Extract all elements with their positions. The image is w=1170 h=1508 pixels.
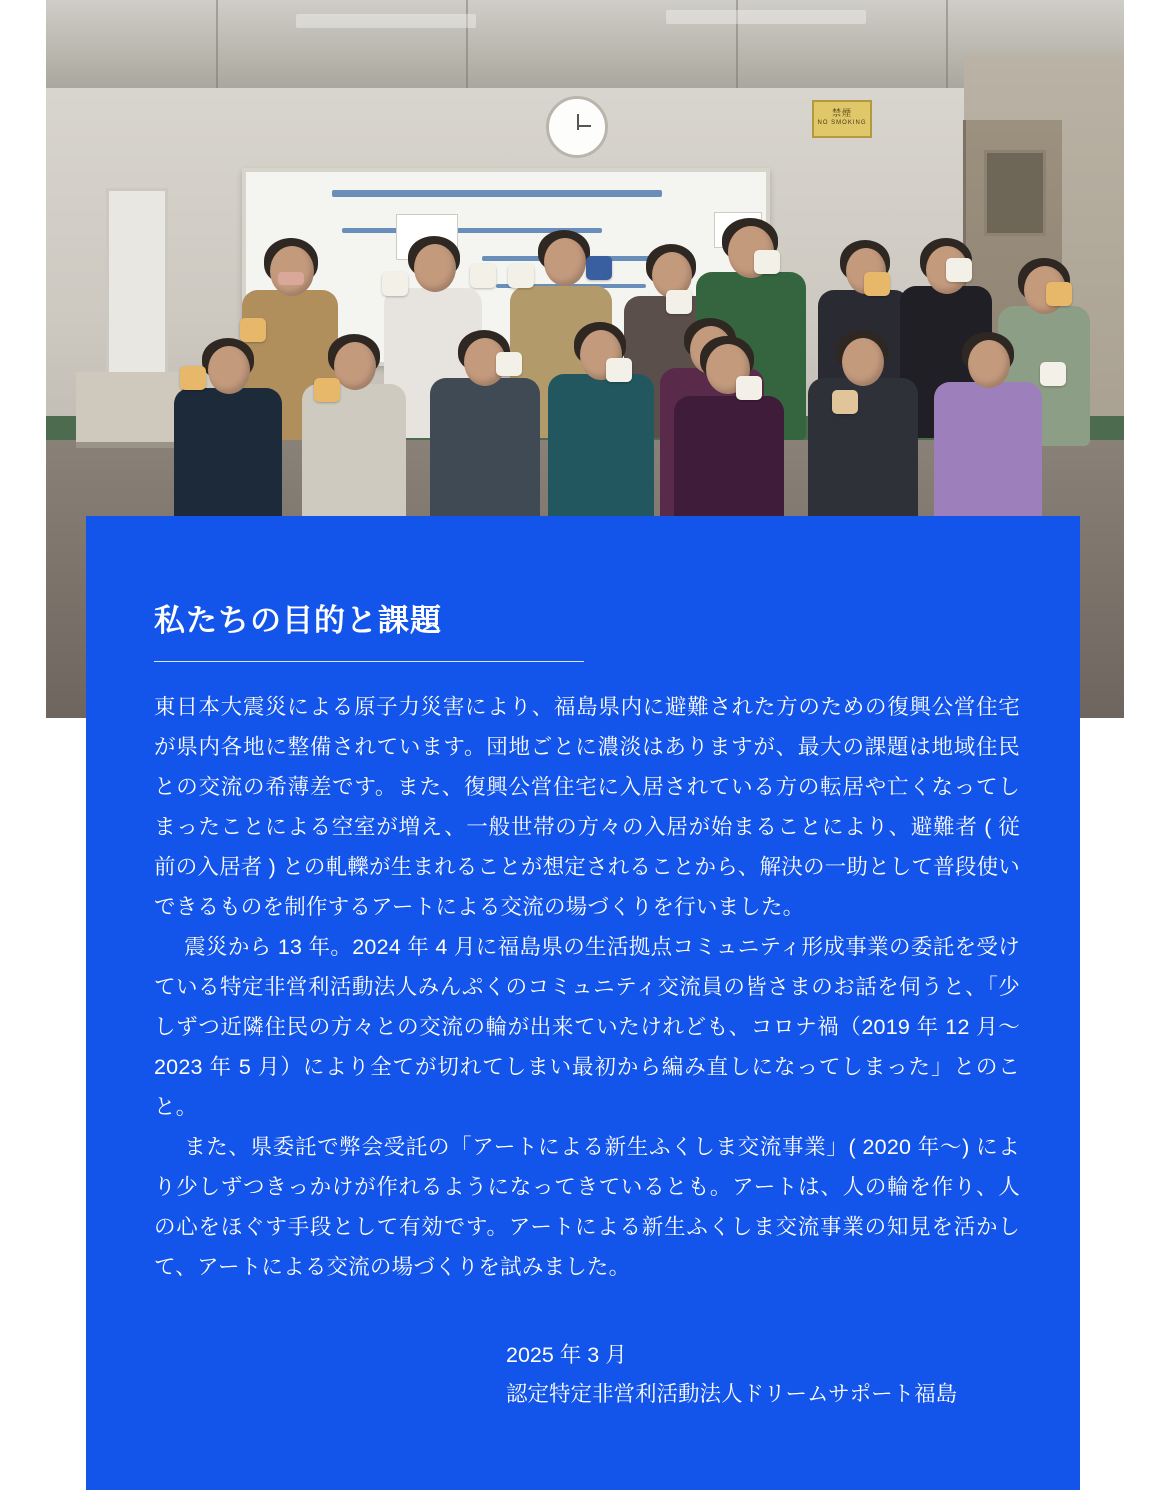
body-paragraph-2: 震災から 13 年。2024 年 4 月に福島県の生活拠点コミュニティ形成事業の委託を受けている特定非営利活動法人みんぷくのコミュニティ交流員の皆さまのお話を伺うと、「少しずつ近隣住民の方々との交流の輪が出来ていたけれども、コロナ禍（2019 年 12 月〜 2023 年 5 月）により全てが切れてしまい最初から編み直しになってしまった」とのこと。: [154, 935, 1020, 1120]
ceiling: [46, 0, 1124, 90]
ceiling-light: [296, 14, 476, 28]
purpose-and-issues-panel: [86, 516, 1080, 1490]
no-smoking-sign: [812, 100, 872, 138]
signature-organization: 認定特定非営利活動法人ドリームサポート福島: [506, 1382, 958, 1407]
body-paragraph-1: 東日本大震災による原子力災害により、福島県内に避難された方のための復興公営住宅が県内各地に整備されています。団地ごとに濃淡はありますが、最大の課題は地域住民との交流の希薄差です。また、復興公営住宅に入居されている方の転居や亡くなってしまったことによる空室が増え、一般世帯の方々の入居が始まることにより、避難者 ( 従前の入居者 ) との軋轢が生まれることが想定されることから、解決の一助として普段使いできるものを制作するアートによる交流の場づくりを行いました。: [154, 695, 1021, 920]
left-board: [106, 188, 168, 392]
no-smoking-sign-label: 禁煙: [831, 108, 852, 118]
whiteboard-writing: [332, 190, 662, 197]
ceiling-line: [216, 0, 218, 90]
signature-block: [154, 1336, 1020, 1414]
body-paragraph-3: また、県委託で弊会受託の「アートによる新生ふくしま交流事業」( 2020 年〜) により少しずつきっかけが作れるようになってきているとも。アートは、人の輪を作り、人の心をほぐす手段として有効です。アートによる新生ふくしま交流事業の知見を活かして、アートによる交流の場づくりを試みました。: [154, 1135, 1020, 1279]
ceiling-line: [946, 0, 948, 90]
door-window: [984, 150, 1046, 236]
title-divider: [154, 661, 584, 662]
ceiling-light: [666, 10, 866, 24]
no-smoking-sign-sublabel: NO SMOKING: [817, 120, 867, 126]
signature-date: 2025 年 3 月: [506, 1342, 627, 1367]
page-title: 私たちの目的と課題: [154, 603, 442, 638]
wall-clock: [546, 96, 608, 158]
